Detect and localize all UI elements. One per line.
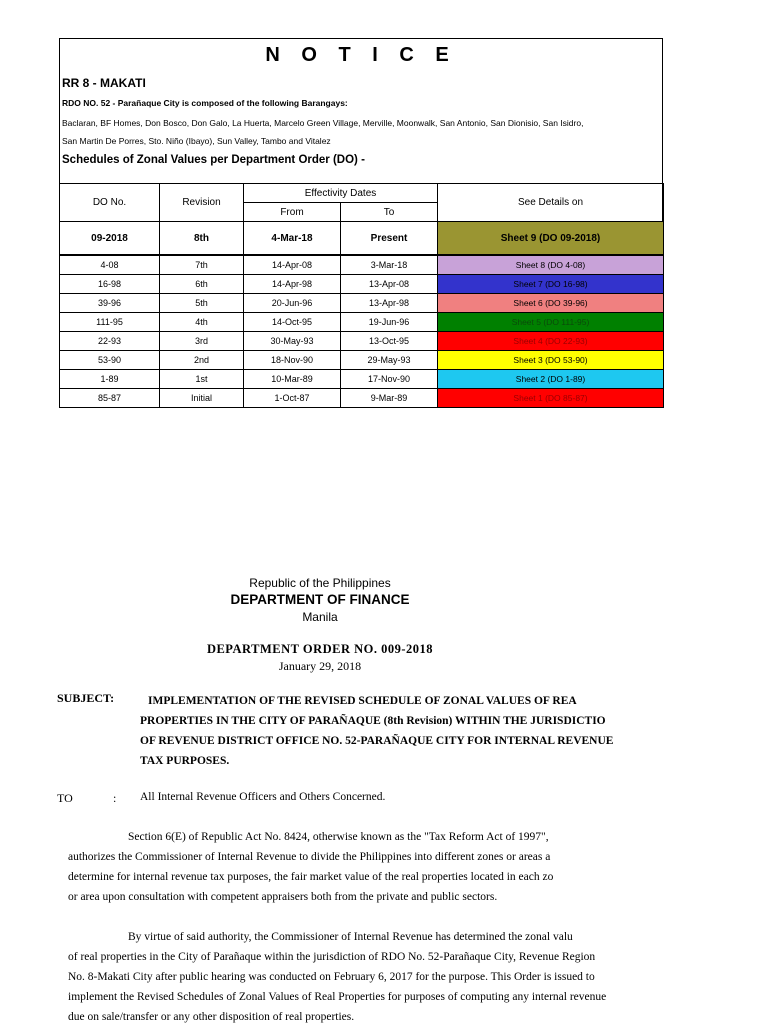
to-recipients: All Internal Revenue Officers and Others Concerned.: [140, 791, 386, 803]
republic-heading: Republic of the Philippines: [249, 576, 391, 590]
table-row: [60, 389, 664, 408]
order-date: January 29, 2018: [278, 659, 362, 673]
current-from: 4-Mar-18: [244, 222, 341, 256]
row-from: 14-Oct-95: [244, 313, 341, 332]
p1-line-2: authorizes the Commissioner of Internal Revenue to divide the Philippines into different zones or areas a: [68, 851, 551, 863]
p1-line-3: determine for internal revenue tax purposes, the fair market value of the real properties located in each zo: [68, 871, 554, 883]
row-do: 1-89: [60, 370, 160, 389]
current-sheet-link[interactable]: Sheet 9 (DO 09-2018): [438, 222, 664, 256]
barangay-line-1: Baclaran, BF Homes, Don Bosco, Don Galo, La Huerta, Marcelo Green Village, Merville, Moonwalk, San Antonio, San Dionisio, San Isidro,: [62, 118, 584, 128]
zonal-values-table: [59, 183, 664, 408]
p2-line-4: implement the Revised Schedules of Zonal Values of Real Properties for purposes of computing any internal revenue: [68, 991, 607, 1003]
header-see-details: See Details on: [438, 184, 664, 222]
row-do: 85-87: [60, 389, 160, 408]
row-sheet-link[interactable]: Sheet 2 (DO 1-89): [438, 370, 664, 389]
row-revision: 3rd: [160, 332, 244, 351]
history-rows: [60, 255, 664, 408]
order-number: DEPARTMENT ORDER NO. 009-2018: [206, 642, 434, 656]
subject-label: SUBJECT:: [57, 691, 115, 705]
department-heading: DEPARTMENT OF FINANCE: [230, 592, 410, 607]
to-label: TO: [57, 791, 73, 805]
subject-line-3: OF REVENUE DISTRICT OFFICE NO. 52-PARAÑAQUE CITY FOR INTERNAL REVENUE: [140, 735, 614, 747]
row-to: 19-Jun-96: [341, 313, 438, 332]
row-from: 14-Apr-08: [244, 255, 341, 275]
row-from: 20-Jun-96: [244, 294, 341, 313]
subject-line-1: IMPLEMENTATION OF THE REVISED SCHEDULE OF ZONAL VALUES OF REA: [148, 695, 577, 707]
row-revision: Initial: [160, 389, 244, 408]
current-row: [60, 222, 664, 256]
row-sheet-link[interactable]: Sheet 7 (DO 16-98): [438, 275, 664, 294]
p1-line-4: or area upon consultation with competent appraisers both from the private and public sectors.: [68, 891, 498, 903]
paragraph-1: [68, 827, 648, 907]
row-revision: 6th: [160, 275, 244, 294]
row-from: 14-Apr-98: [244, 275, 341, 294]
notice-title: N O T I C E: [265, 44, 457, 66]
row-to: 9-Mar-89: [341, 389, 438, 408]
schedules-heading: Schedules of Zonal Values per Department Order (DO) -: [62, 154, 365, 166]
table-header-row: [60, 184, 664, 203]
table-row: [60, 294, 664, 313]
subject-line-4: TAX PURPOSES.: [140, 755, 230, 767]
row-from: 18-Nov-90: [244, 351, 341, 370]
table-row: [60, 332, 664, 351]
subject-line-2: PROPERTIES IN THE CITY OF PARAÑAQUE (8th Revision) WITHIN THE JURISDICTIO: [140, 715, 606, 727]
row-to: 3-Mar-18: [341, 255, 438, 275]
barangay-line-2: San Martin De Porres, Sto. Niño (Ibayo), Sun Valley, Tambo and Vitalez: [62, 136, 331, 146]
row-sheet-link[interactable]: Sheet 8 (DO 4-08): [438, 255, 664, 275]
row-to: 13-Oct-95: [341, 332, 438, 351]
row-do: 22-93: [60, 332, 160, 351]
p2-line-3: No. 8-Makati City after public hearing was conducted on February 6, 2017 for the purpose. This Order is issued to: [68, 971, 595, 983]
revenue-region: RR 8 - MAKATI: [62, 76, 146, 90]
row-do: 16-98: [60, 275, 160, 294]
paragraph-2: [68, 927, 648, 1027]
row-sheet-link[interactable]: Sheet 5 (DO 111-95): [438, 313, 664, 332]
p1-line-1: Section 6(E) of Republic Act No. 8424, otherwise known as the "Tax Reform Act of 1997",: [128, 831, 549, 843]
row-sheet-link[interactable]: Sheet 1 (DO 85-87): [438, 389, 664, 408]
header-do-no: DO No.: [60, 184, 160, 222]
row-to: 13-Apr-08: [341, 275, 438, 294]
row-to: 13-Apr-98: [341, 294, 438, 313]
row-revision: 2nd: [160, 351, 244, 370]
row-revision: 5th: [160, 294, 244, 313]
row-sheet-link[interactable]: Sheet 4 (DO 22-93): [438, 332, 664, 351]
header-to: To: [341, 203, 438, 222]
row-revision: 7th: [160, 255, 244, 275]
table-row: [60, 370, 664, 389]
table-row: [60, 275, 664, 294]
row-do: 53-90: [60, 351, 160, 370]
row-do: 111-95: [60, 313, 160, 332]
row-from: 30-May-93: [244, 332, 341, 351]
to-colon: :: [113, 791, 117, 805]
rdo-heading: RDO NO. 52 - Parañaque City is composed of the following Barangays:: [62, 98, 348, 108]
header-revision: Revision: [160, 184, 244, 222]
row-to: 17-Nov-90: [341, 370, 438, 389]
table-row: [60, 313, 664, 332]
p2-line-5: due on sale/transfer or any other disposition of real properties.: [68, 1011, 355, 1023]
row-from: 10-Mar-89: [244, 370, 341, 389]
row-do: 39-96: [60, 294, 160, 313]
header-effectivity: Effectivity Dates: [244, 184, 438, 203]
current-do: 09-2018: [60, 222, 160, 256]
row-revision: 1st: [160, 370, 244, 389]
p2-line-2: of real properties in the City of Parañaque within the jurisdiction of RDO No. 52-Parañaque City, Revenue Region: [68, 951, 596, 963]
city-heading: Manila: [302, 610, 338, 624]
table-row: [60, 255, 664, 275]
row-sheet-link[interactable]: Sheet 3 (DO 53-90): [438, 351, 664, 370]
table-row: [60, 351, 664, 370]
row-revision: 4th: [160, 313, 244, 332]
row-from: 1-Oct-87: [244, 389, 341, 408]
row-sheet-link[interactable]: Sheet 6 (DO 39-96): [438, 294, 664, 313]
header-from: From: [244, 203, 341, 222]
subject-text: [140, 691, 650, 771]
current-to: Present: [341, 222, 438, 256]
barangay-list: [62, 114, 664, 150]
p2-line-1: By virtue of said authority, the Commissioner of Internal Revenue has determined the zonal valu: [128, 931, 573, 943]
row-to: 29-May-93: [341, 351, 438, 370]
row-do: 4-08: [60, 255, 160, 275]
notice-box: [59, 38, 663, 408]
current-revision: 8th: [160, 222, 244, 256]
